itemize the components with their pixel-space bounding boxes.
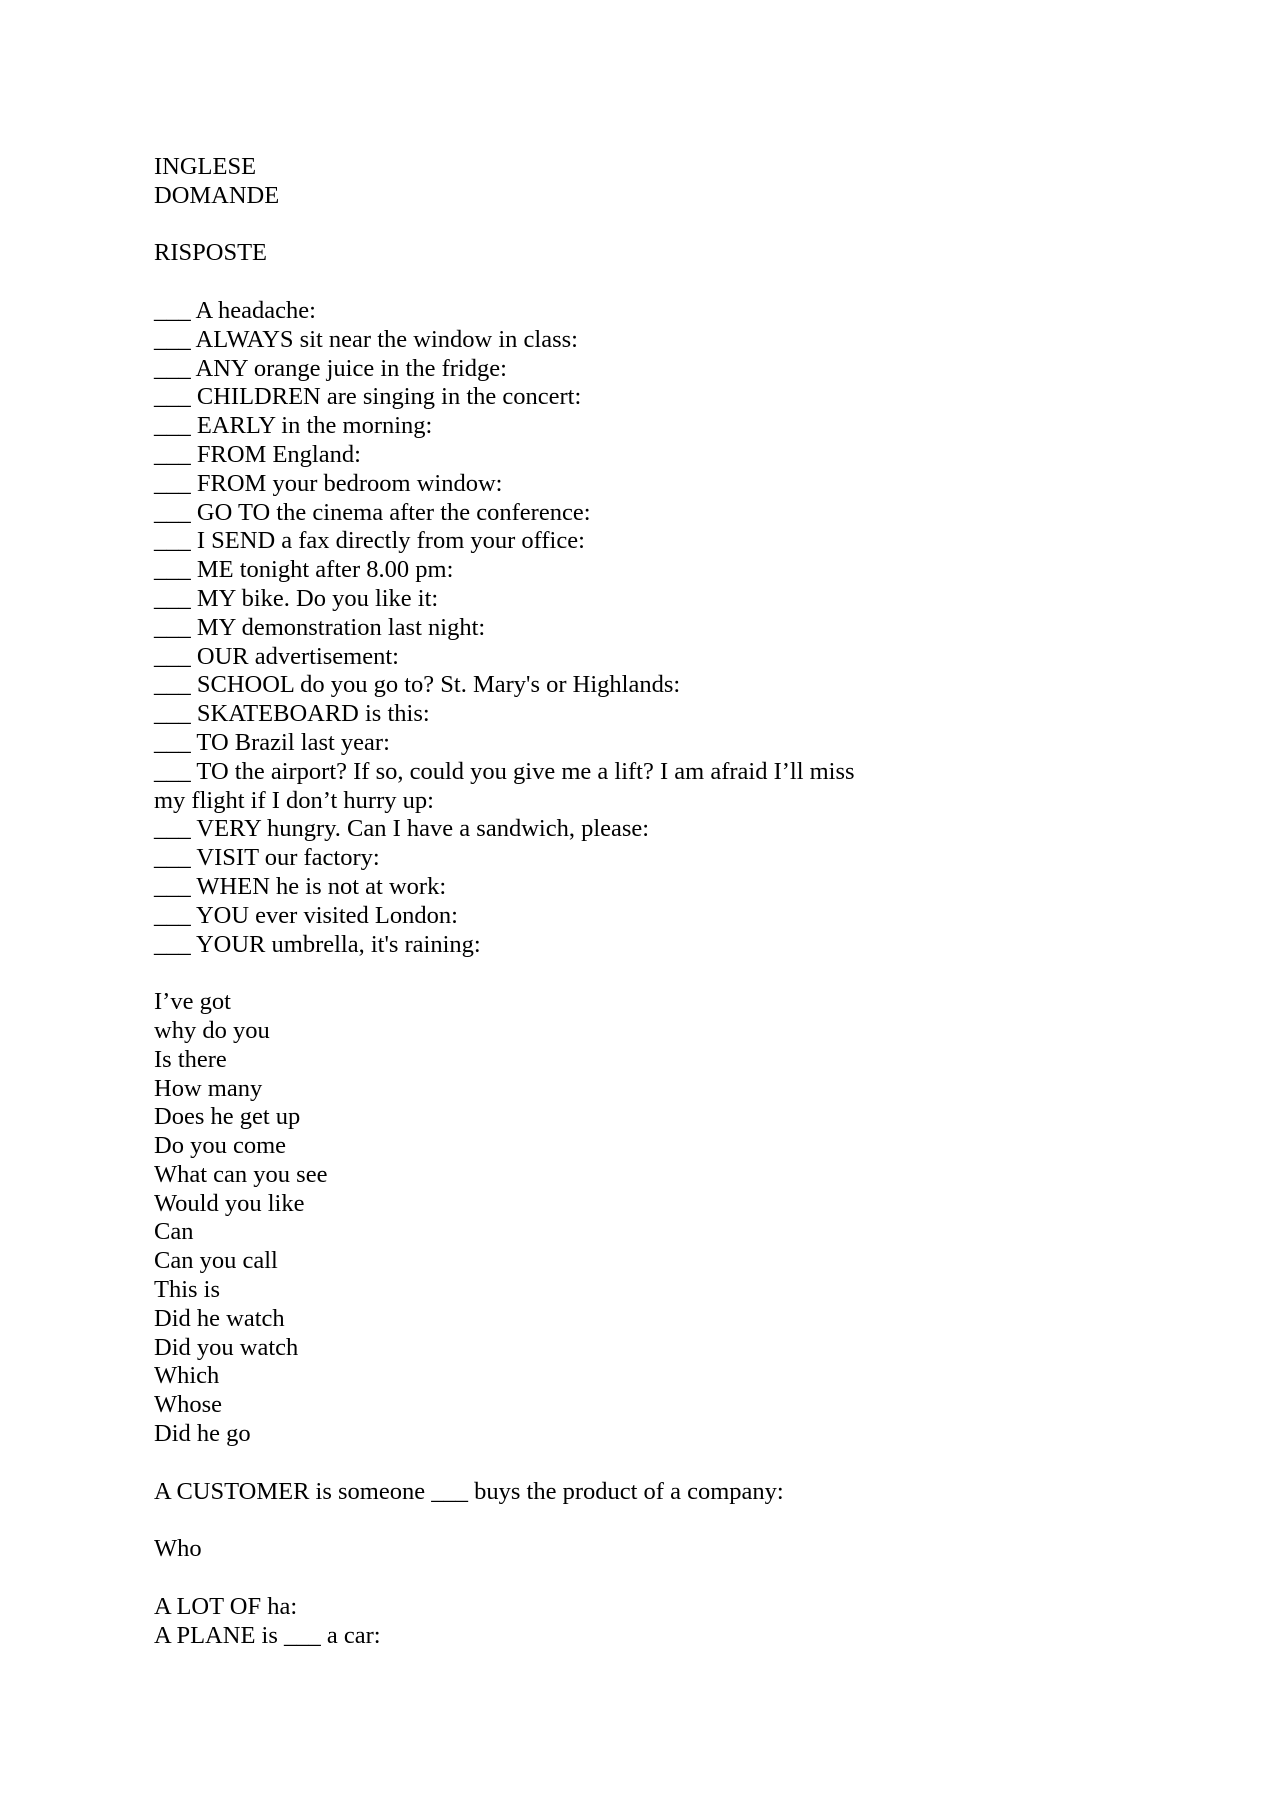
question-item: ___ EARLY in the morning: [154, 412, 433, 440]
question-item: ___ VERY hungry. Can I have a sandwich, please: [154, 815, 650, 843]
question-item: ___ MY bike. Do you like it: [154, 584, 439, 612]
spacer [154, 211, 1134, 240]
question-item: ___ CHILDREN are singing in the concert: [154, 383, 582, 411]
customer-question: A CUSTOMER is someone ___ buys the product of a company: [154, 1477, 784, 1505]
question-item: ___ ALWAYS sit near the window in class: [154, 325, 578, 353]
answer-item: why do you [154, 1016, 270, 1044]
questions-label: DOMANDE [154, 181, 280, 209]
answer-item: Would you like [154, 1189, 305, 1217]
customer-answer: Who [154, 1535, 202, 1563]
answer-list [154, 988, 1134, 1449]
question-item: ___ I SEND a fax directly from your office: [154, 527, 585, 555]
answer-item: Can [154, 1218, 194, 1246]
answer-item: Which [154, 1362, 220, 1390]
question-item: ___ ME tonight after 8.00 pm: [154, 556, 454, 584]
answer-item: Did he watch [154, 1304, 285, 1332]
question-item: ___ YOU ever visited London: [154, 901, 458, 929]
spacer [154, 1564, 1134, 1593]
question-item: ___ MY demonstration last night: [154, 613, 486, 641]
spacer [154, 1506, 1134, 1535]
spacer [154, 268, 1134, 297]
answer-item: This is [154, 1276, 221, 1304]
question-item: ___ WHEN he is not at work: [154, 872, 447, 900]
question-item: ___ FROM your bedroom window: [154, 469, 503, 497]
answer-item: Does he get up [154, 1103, 301, 1131]
answer-item: Did he go [154, 1420, 251, 1448]
document-title: INGLESE [154, 153, 257, 180]
question-item: ___ FROM England: [154, 440, 361, 468]
question-item: ___ ANY orange juice in the fridge: [154, 354, 507, 382]
question-item: ___ YOUR umbrella, it's raining: [154, 930, 481, 958]
answer-item: Do you come [154, 1132, 286, 1160]
answer-item: Did you watch [154, 1333, 299, 1361]
plane-question: A PLANE is ___ a car: [154, 1621, 381, 1649]
lot-of-question: A LOT OF ha: [154, 1592, 298, 1620]
question-item: ___ GO TO the cinema after the conference: [154, 498, 591, 526]
question-item: ___ SKATEBOARD is this: [154, 700, 430, 728]
spacer [154, 959, 1134, 988]
answer-item: What can you see [154, 1160, 328, 1188]
question-item: ___ SCHOOL do you go to? St. Mary's or Highlands: [154, 671, 681, 699]
answer-item: I’ve got [154, 988, 231, 1016]
question-list [154, 297, 1134, 959]
spacer [154, 1449, 1134, 1478]
question-item: ___ A headache: [154, 296, 316, 324]
answer-item: Whose [154, 1391, 223, 1419]
question-item: ___ TO Brazil last year: [154, 728, 390, 756]
question-item: ___ OUR advertisement: [154, 642, 399, 670]
question-item: ___ VISIT our factory: [154, 844, 380, 872]
answer-item: How many [154, 1074, 263, 1102]
answer-item: Can you call [154, 1247, 278, 1275]
document-content [154, 153, 1134, 1650]
answer-item: Is there [154, 1045, 227, 1073]
question-item: ___ TO the airport? If so, could you give me a lift? I am afraid I’ll miss my flight if I don’t hurry up: [154, 757, 861, 814]
answers-label: RISPOSTE [154, 239, 268, 267]
